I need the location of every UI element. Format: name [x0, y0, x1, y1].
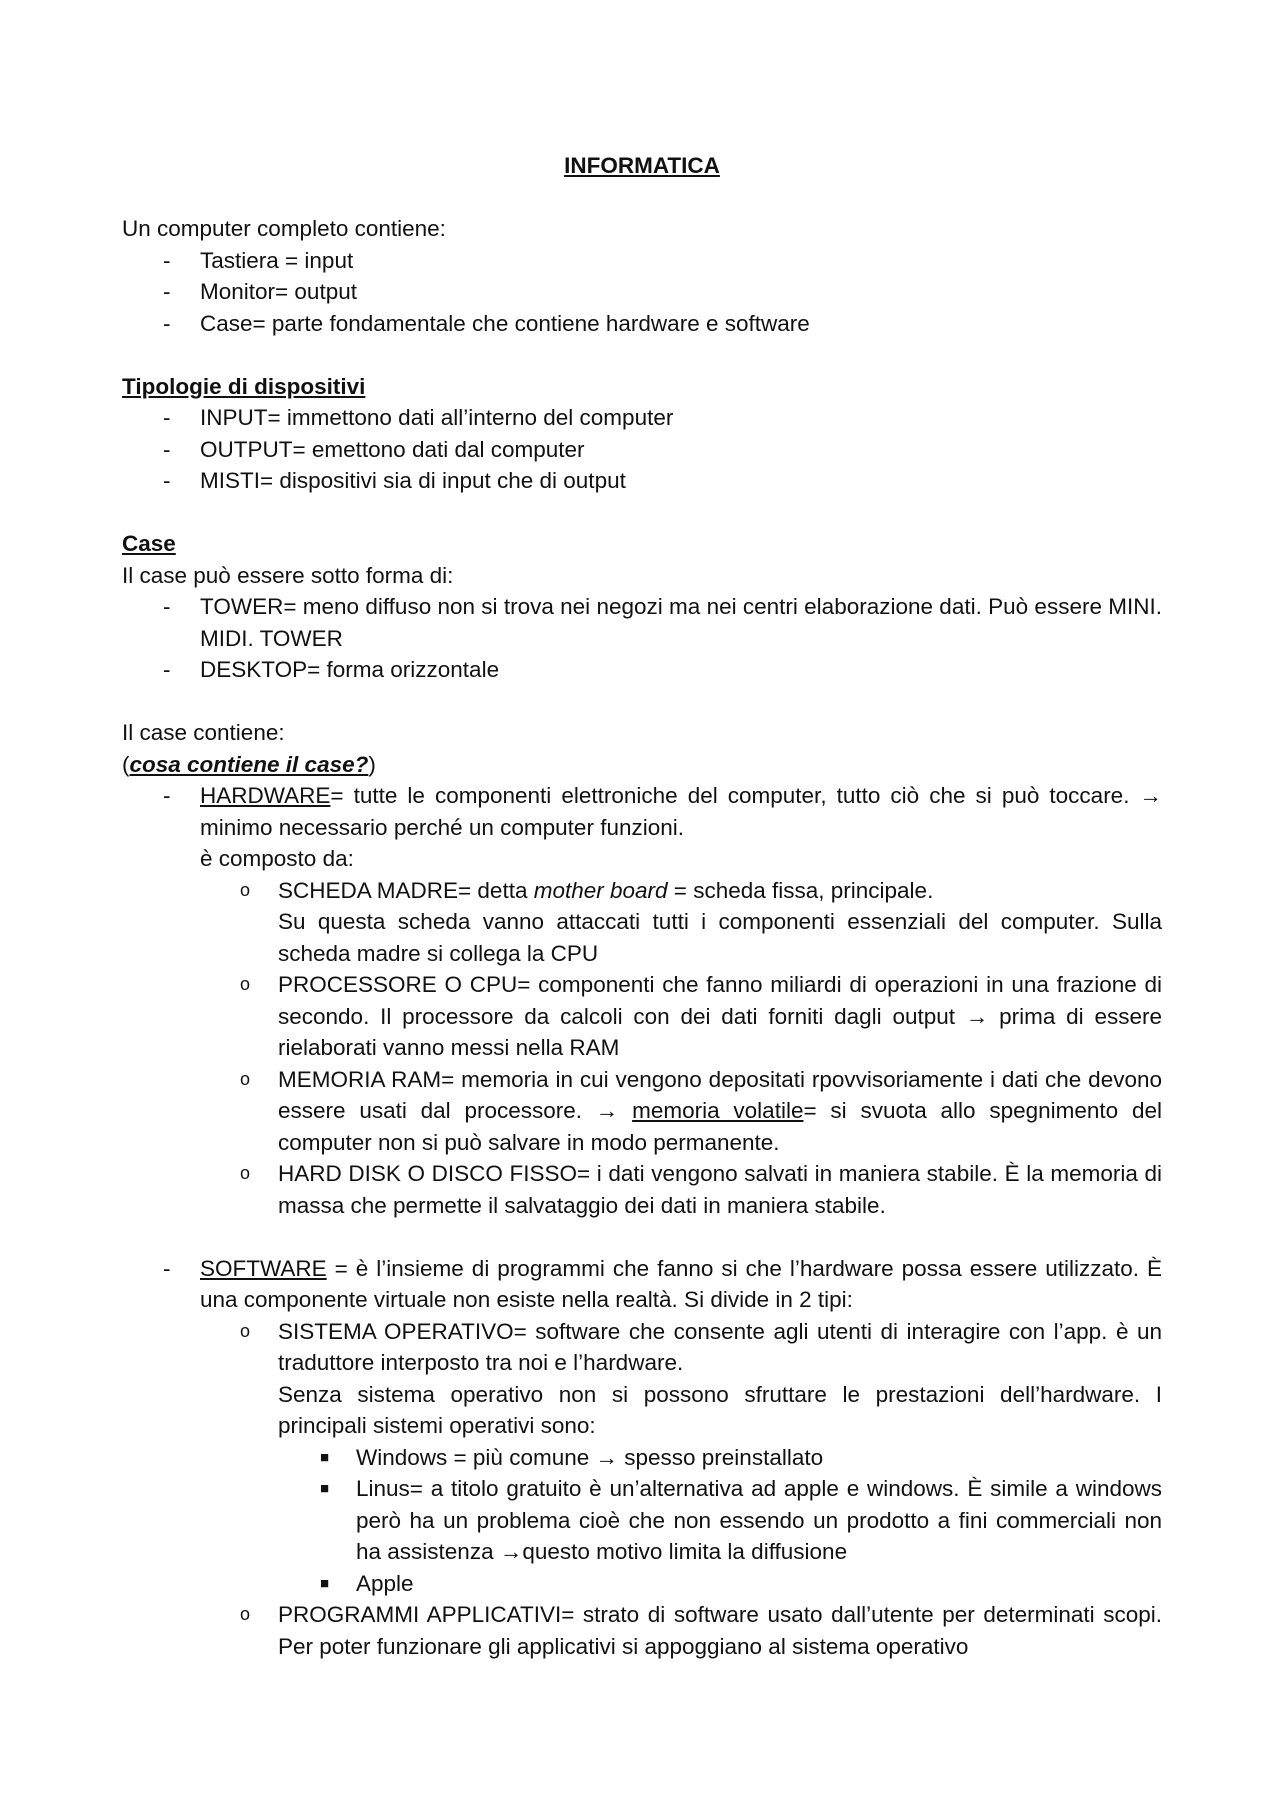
os-list-item: ■ Apple [320, 1570, 414, 1596]
list-item: - OUTPUT= emettono dati dal computer [163, 436, 585, 462]
list-item: - MISTI= dispositivi sia di input che di output [163, 468, 626, 493]
list-item: - DESKTOP= forma orizzontale [163, 657, 500, 682]
sub-list-item: o MEMORIA RAM= memoria in cui vengono depositati rpovvisoriamente i dati che devono essere usati dal processore. → memoria volatile= si svuota allo spegnimento del computer non si può salvare in modo permanente. [240, 1066, 1162, 1155]
sub-list-item: o SISTEMA OPERATIVO= software che consente agli utenti di interagire con l’app. è un traduttore interposto tra noi e l’hardware. Senza sistema operativo non si possono sfruttare le prestazioni dell’hardware. I principali sistemi operativi sono: [240, 1318, 1162, 1438]
section-heading: Case [122, 531, 176, 556]
page-title: INFORMATICA [564, 153, 720, 178]
hardware-composed: è composto da: [200, 846, 354, 871]
document-page [122, 150, 1162, 1662]
contains-question: (cosa contiene il case?) [122, 751, 376, 777]
hardware-item: - HARDWARE= tutte le componenti elettroniche del computer, tutto ciò che si può toccare. → minimo necessario perché un computer funzioni. [163, 783, 1162, 840]
contains-intro: Il case contiene: [122, 720, 285, 745]
sub-list-item: o HARD DISK O DISCO FISSO= i dati vengono salvati in maniera stabile. È la memoria di massa che permette il salvataggio dei dati in maniera stabile. [240, 1161, 1162, 1218]
sub-list-item: o PROGRAMMI APPLICATIVI= strato di software usato dall’utente per determinati scopi. Per poter funzionare gli applicativi si appoggiano al sistema operativo [240, 1602, 1162, 1659]
list-item: - Monitor= output [163, 279, 357, 304]
software-item: - SOFTWARE = è l’insieme di programmi che fanno si che l’hardware possa essere utilizzato. È una componente virtuale non esiste nella realtà. Si divide in 2 tipi: [163, 1255, 1162, 1312]
list-item: - Case= parte fondamentale che contiene hardware e software [163, 310, 810, 336]
list-item: - TOWER= meno diffuso non si trova nei negozi ma nei centri elaborazione dati. Può essere MINI. MIDI. TOWER [163, 594, 1162, 651]
list-item: - Tastiera = input [163, 247, 354, 273]
list-item: - INPUT= immettono dati all’interno del computer [163, 405, 674, 430]
sub-list-item: o PROCESSORE O CPU= componenti che fanno miliardi di operazioni in una frazione di secondo. Il processore da calcoli con dei dati forniti dagli output → prima di essere rielaborati vanno messi nella RAM [240, 972, 1162, 1060]
os-list-item: ■ Linus= a titolo gratuito è un’alternativa ad apple e windows. È simile a windows però ha un problema cioè che non essendo un prodotto a fini commerciali non ha assistenza →questo motivo limita la diffusione [320, 1476, 1162, 1564]
sub-list-item: o SCHEDA MADRE= detta mother board = scheda fissa, principale. Su questa scheda vanno attaccati tutti i componenti essenziali del computer. Sulla scheda madre si collega la CPU [240, 877, 1162, 966]
case-intro: Il case può essere sotto forma di: [122, 562, 454, 588]
section-heading: Tipologie di dispositivi [122, 373, 366, 399]
computer-intro: Un computer completo contiene: [122, 216, 446, 241]
os-list-item: ■ Windows = più comune → spesso preinstallato [320, 1444, 824, 1470]
